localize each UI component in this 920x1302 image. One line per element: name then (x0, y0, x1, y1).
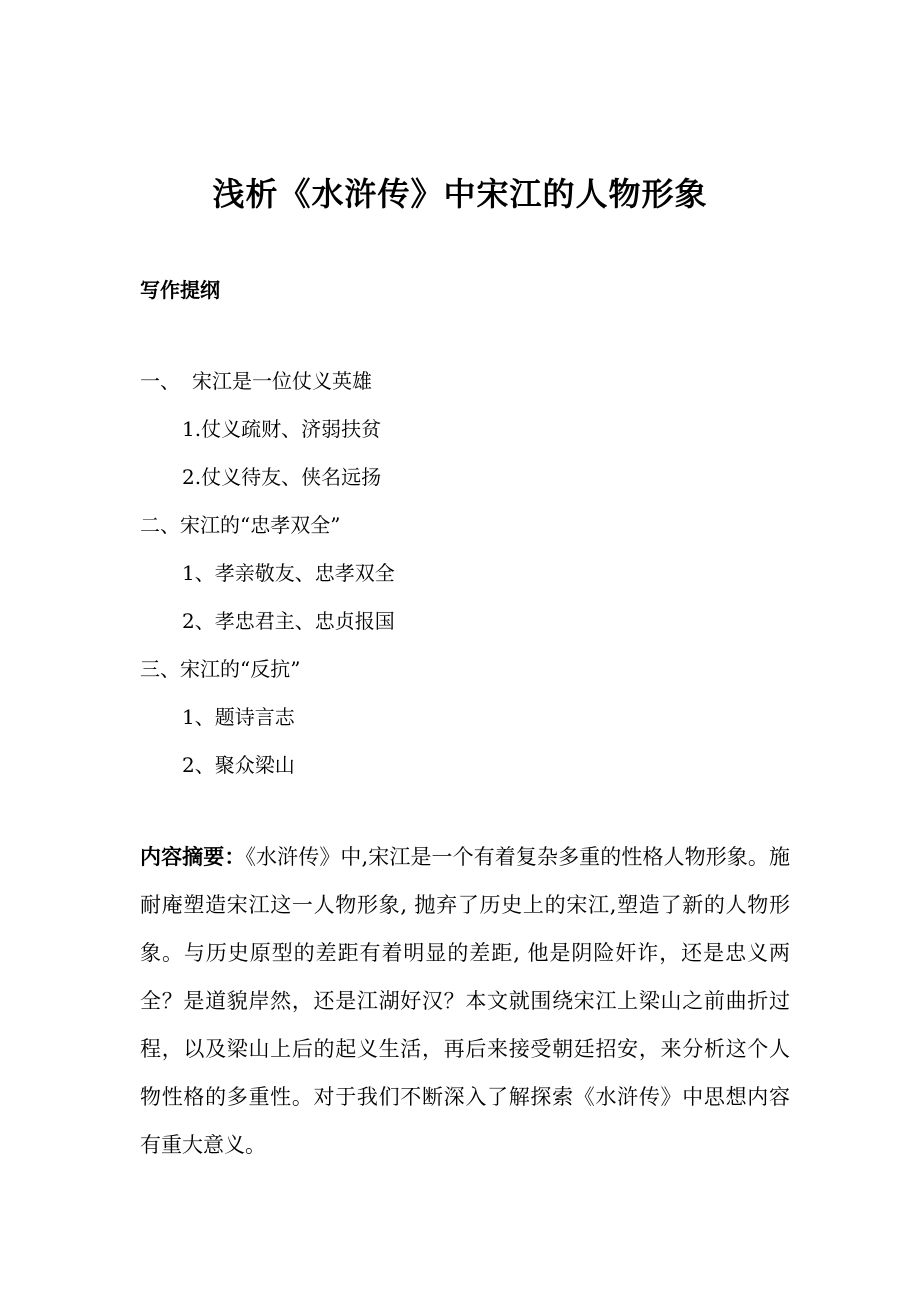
section-number: 一、 (140, 369, 180, 393)
outline-item: 2.仗义待友、侠名远扬 (182, 465, 382, 489)
outline-section-2 (140, 501, 395, 549)
section-number: 二、 (140, 513, 180, 537)
outline-item: 2、孝忠君主、忠贞报国 (182, 609, 395, 633)
section-title: 宋江是一位仗义英雄 (192, 369, 372, 393)
section-title: 宋江的“忠孝双全” (180, 513, 341, 537)
section-number: 三、 (140, 657, 180, 681)
outline-item: 2、聚众梁山 (182, 753, 295, 777)
outline-item: 1、题诗言志 (182, 705, 295, 729)
outline-item: 1、孝亲敬友、忠孝双全 (182, 561, 395, 585)
document-title: 浅析《水浒传》中宋江的人物形象 (212, 175, 708, 213)
section-title: 宋江的“反抗” (180, 657, 301, 681)
abstract-paragraph (140, 833, 790, 1169)
outline-section-1 (140, 357, 395, 405)
outline-section-3 (140, 645, 395, 693)
abstract-label: 内容摘要： (140, 845, 246, 869)
abstract-text: 《水浒传》中,宋江是一个有着复杂多重的性格人物形象。施耐庵塑造宋江这一人物形象, 抛弃了历史上的宋江,塑造了新的人物形象。与历史原型的差距有着明显的差距, 他是阴险奸诈，还是忠义两全？是道貌岸然，还是江湖好汉？本文就围绕宋江上梁山之前曲折过程，以及梁山上后的起义生活，再后来接受朝廷招安，来分析这个人物性格的多重性。对于我们不断深入了解探索《水浒传》中思想内容有重大意义。 (140, 845, 790, 1157)
outline-heading: 写作提纲 (140, 278, 220, 302)
outline-list (140, 357, 395, 789)
outline-item: 1.仗义疏财、济弱扶贫 (182, 417, 382, 441)
